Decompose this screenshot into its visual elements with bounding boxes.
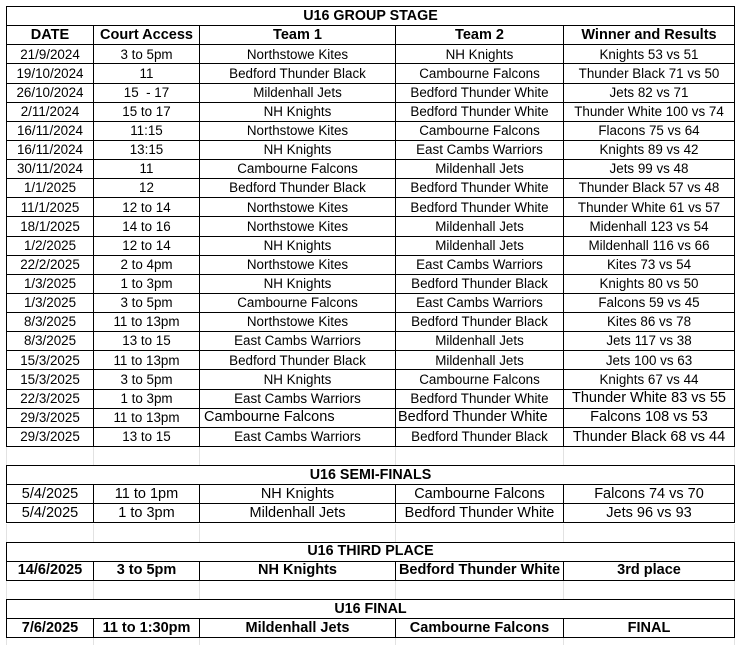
group-stage-row bbox=[7, 198, 735, 217]
semi-finals-title: U16 SEMI-FINALS bbox=[7, 466, 735, 485]
court-access-cell: 15 to 17 bbox=[94, 103, 200, 122]
final-title-row bbox=[7, 600, 735, 619]
team-2-cell: Mildenhall Jets bbox=[396, 237, 564, 256]
date-cell: 11/1/2025 bbox=[7, 198, 94, 217]
team-2-cell: Bedford Thunder Black bbox=[396, 313, 564, 332]
group-stage-row bbox=[7, 64, 735, 83]
winner-result-cell: Flacons 75 vs 64 bbox=[564, 122, 735, 141]
winner-result-cell: Jets 100 vs 63 bbox=[564, 351, 735, 370]
team-2-cell: Cambourne Falcons bbox=[396, 370, 564, 389]
date-cell: 1/1/2025 bbox=[7, 179, 94, 198]
court-access-cell: 11 to 1pm bbox=[94, 485, 200, 504]
court-access-cell: 3 to 5pm bbox=[94, 562, 200, 581]
court-access-cell: 11 to 1:30pm bbox=[94, 619, 200, 638]
group-stage-title: U16 GROUP STAGE bbox=[7, 7, 735, 26]
third-place-title-row bbox=[7, 543, 735, 562]
team-1-cell: Northstowe Kites bbox=[200, 256, 396, 275]
winner-result-cell: FINAL bbox=[564, 619, 735, 638]
winner-results-header: Winner and Results bbox=[564, 26, 735, 45]
date-cell: 15/3/2025 bbox=[7, 351, 94, 370]
group-stage-row bbox=[7, 217, 735, 236]
court-access-cell: 1 to 3pm bbox=[94, 390, 200, 409]
group-stage-row bbox=[7, 45, 735, 64]
team-1-cell: Cambourne Falcons bbox=[200, 294, 396, 313]
court-access-cell: 12 to 14 bbox=[94, 237, 200, 256]
group-stage-row bbox=[7, 332, 735, 351]
group-stage-title-row bbox=[7, 7, 735, 26]
team-1-cell: NH Knights bbox=[200, 275, 396, 294]
team-2-cell: Bedford Thunder White bbox=[396, 409, 564, 428]
team-2-cell: Cambourne Falcons bbox=[396, 122, 564, 141]
court-access-cell: 12 bbox=[94, 179, 200, 198]
group-stage-row bbox=[7, 84, 735, 103]
court-access-cell: 15 - 17 bbox=[94, 84, 200, 103]
team-1-cell: Northstowe Kites bbox=[200, 217, 396, 236]
gridline-spacer bbox=[6, 638, 735, 645]
team-2-cell: Bedford Thunder White bbox=[396, 562, 564, 581]
team-2-cell: East Cambs Warriors bbox=[396, 141, 564, 160]
winner-result-cell: Knights 80 vs 50 bbox=[564, 275, 735, 294]
group-stage-row bbox=[7, 370, 735, 389]
team-2-cell: Bedford Thunder White bbox=[396, 103, 564, 122]
winner-result-cell: Knights 89 vs 42 bbox=[564, 141, 735, 160]
date-cell: 15/3/2025 bbox=[7, 370, 94, 389]
winner-result-cell: Thunder White 100 vs 74 bbox=[564, 103, 735, 122]
winner-result-cell: Kites 86 vs 78 bbox=[564, 313, 735, 332]
date-cell: 18/1/2025 bbox=[7, 217, 94, 236]
team-1-cell: Northstowe Kites bbox=[200, 313, 396, 332]
team-2-cell: East Cambs Warriors bbox=[396, 294, 564, 313]
team-1-cell: NH Knights bbox=[200, 141, 396, 160]
semi-final-row bbox=[7, 504, 735, 523]
third-place-row bbox=[7, 562, 735, 581]
winner-result-cell: Falcons 74 vs 70 bbox=[564, 485, 735, 504]
winner-result-cell: Jets 82 vs 71 bbox=[564, 84, 735, 103]
date-cell: 1/3/2025 bbox=[7, 294, 94, 313]
winner-result-cell: Falcons 59 vs 45 bbox=[564, 294, 735, 313]
team-1-cell: Northstowe Kites bbox=[200, 45, 396, 64]
team-1-cell: Cambourne Falcons bbox=[200, 160, 396, 179]
group-stage-row bbox=[7, 141, 735, 160]
team-2-cell: East Cambs Warriors bbox=[396, 256, 564, 275]
date-cell: 8/3/2025 bbox=[7, 332, 94, 351]
date-cell: 7/6/2025 bbox=[7, 619, 94, 638]
group-stage-row bbox=[7, 103, 735, 122]
court-access-cell: 14 to 16 bbox=[94, 217, 200, 236]
winner-result-cell: Jets 99 vs 48 bbox=[564, 160, 735, 179]
winner-result-cell: Thunder White 61 vs 57 bbox=[564, 198, 735, 217]
team-1-cell: Northstowe Kites bbox=[200, 198, 396, 217]
team-1-cell: NH Knights bbox=[200, 103, 396, 122]
team-2-header: Team 2 bbox=[396, 26, 564, 45]
date-cell: 8/3/2025 bbox=[7, 313, 94, 332]
date-cell: 14/6/2025 bbox=[7, 562, 94, 581]
court-access-cell: 11 bbox=[94, 160, 200, 179]
team-2-cell: Mildenhall Jets bbox=[396, 351, 564, 370]
court-access-cell: 3 to 5pm bbox=[94, 294, 200, 313]
group-stage-row bbox=[7, 428, 735, 447]
group-stage-table bbox=[6, 6, 735, 447]
date-cell: 22/3/2025 bbox=[7, 390, 94, 409]
team-1-cell: Mildenhall Jets bbox=[200, 619, 396, 638]
date-cell: 1/3/2025 bbox=[7, 275, 94, 294]
final-title: U16 FINAL bbox=[7, 600, 735, 619]
team-2-cell: Cambourne Falcons bbox=[396, 485, 564, 504]
team-1-header: Team 1 bbox=[200, 26, 396, 45]
group-stage-row bbox=[7, 390, 735, 409]
winner-result-cell: Knights 53 vs 51 bbox=[564, 45, 735, 64]
team-2-cell: Cambourne Falcons bbox=[396, 619, 564, 638]
date-cell: 16/11/2024 bbox=[7, 141, 94, 160]
winner-result-cell: Thunder Black 71 vs 50 bbox=[564, 64, 735, 83]
date-cell: 1/2/2025 bbox=[7, 237, 94, 256]
date-cell: 22/2/2025 bbox=[7, 256, 94, 275]
winner-result-cell: Thunder Black 68 vs 44 bbox=[564, 428, 735, 447]
gridline-spacer bbox=[6, 524, 735, 542]
team-2-cell: Bedford Thunder White bbox=[396, 179, 564, 198]
date-cell: 5/4/2025 bbox=[7, 485, 94, 504]
court-access-cell: 11 to 13pm bbox=[94, 409, 200, 428]
team-2-cell: Mildenhall Jets bbox=[396, 160, 564, 179]
team-2-cell: Bedford Thunder White bbox=[396, 504, 564, 523]
group-stage-row bbox=[7, 409, 735, 428]
court-access-cell: 2 to 4pm bbox=[94, 256, 200, 275]
group-stage-header-row bbox=[7, 26, 735, 45]
group-stage-row bbox=[7, 122, 735, 141]
date-header: DATE bbox=[7, 26, 94, 45]
date-cell: 26/10/2024 bbox=[7, 84, 94, 103]
date-cell: 19/10/2024 bbox=[7, 64, 94, 83]
winner-result-cell: Thunder White 83 vs 55 bbox=[564, 390, 735, 409]
date-cell: 29/3/2025 bbox=[7, 428, 94, 447]
winner-result-cell: Midenhall 123 vs 54 bbox=[564, 217, 735, 236]
group-stage-row bbox=[7, 294, 735, 313]
court-access-cell: 11 bbox=[94, 64, 200, 83]
third-place-table bbox=[6, 542, 735, 581]
group-stage-row bbox=[7, 351, 735, 370]
winner-result-cell: Jets 117 vs 38 bbox=[564, 332, 735, 351]
group-stage-row bbox=[7, 179, 735, 198]
court-access-cell: 11:15 bbox=[94, 122, 200, 141]
team-1-cell: Bedford Thunder Black bbox=[200, 351, 396, 370]
team-2-cell: Bedford Thunder Black bbox=[396, 428, 564, 447]
semi-finals-title-row bbox=[7, 466, 735, 485]
court-access-header: Court Access bbox=[94, 26, 200, 45]
court-access-cell: 11 to 13pm bbox=[94, 351, 200, 370]
winner-result-cell: Mildenhall 116 vs 66 bbox=[564, 237, 735, 256]
winner-result-cell: 3rd place bbox=[564, 562, 735, 581]
team-1-cell: Mildenhall Jets bbox=[200, 84, 396, 103]
team-2-cell: NH Knights bbox=[396, 45, 564, 64]
team-1-cell: Mildenhall Jets bbox=[200, 504, 396, 523]
date-cell: 30/11/2024 bbox=[7, 160, 94, 179]
group-stage-row bbox=[7, 237, 735, 256]
semi-final-row bbox=[7, 485, 735, 504]
date-cell: 5/4/2025 bbox=[7, 504, 94, 523]
court-access-cell: 13 to 15 bbox=[94, 428, 200, 447]
group-stage-row bbox=[7, 275, 735, 294]
court-access-cell: 13 to 15 bbox=[94, 332, 200, 351]
team-2-cell: Bedford Thunder Black bbox=[396, 275, 564, 294]
date-cell: 2/11/2024 bbox=[7, 103, 94, 122]
group-stage-row bbox=[7, 313, 735, 332]
final-table bbox=[6, 599, 735, 638]
team-2-cell: Bedford Thunder White bbox=[396, 84, 564, 103]
date-cell: 29/3/2025 bbox=[7, 409, 94, 428]
court-access-cell: 1 to 3pm bbox=[94, 275, 200, 294]
team-2-cell: Mildenhall Jets bbox=[396, 332, 564, 351]
winner-result-cell: Kites 73 vs 54 bbox=[564, 256, 735, 275]
winner-result-cell: Thunder Black 57 vs 48 bbox=[564, 179, 735, 198]
court-access-cell: 3 to 5pm bbox=[94, 370, 200, 389]
team-1-cell: NH Knights bbox=[200, 485, 396, 504]
date-cell: 21/9/2024 bbox=[7, 45, 94, 64]
winner-result-cell: Falcons 108 vs 53 bbox=[564, 409, 735, 428]
final-row bbox=[7, 619, 735, 638]
court-access-cell: 11 to 13pm bbox=[94, 313, 200, 332]
winner-result-cell: Knights 67 vs 44 bbox=[564, 370, 735, 389]
team-1-cell: NH Knights bbox=[200, 237, 396, 256]
court-access-cell: 1 to 3pm bbox=[94, 504, 200, 523]
court-access-cell: 13:15 bbox=[94, 141, 200, 160]
winner-result-cell: Jets 96 vs 93 bbox=[564, 504, 735, 523]
team-1-cell: NH Knights bbox=[200, 562, 396, 581]
team-1-cell: Northstowe Kites bbox=[200, 122, 396, 141]
team-1-cell: East Cambs Warriors bbox=[200, 428, 396, 447]
gridline-spacer bbox=[6, 581, 735, 599]
team-2-cell: Bedford Thunder White bbox=[396, 198, 564, 217]
group-stage-row bbox=[7, 160, 735, 179]
court-access-cell: 12 to 14 bbox=[94, 198, 200, 217]
team-1-cell: Bedford Thunder Black bbox=[200, 179, 396, 198]
team-1-cell: East Cambs Warriors bbox=[200, 332, 396, 351]
team-2-cell: Cambourne Falcons bbox=[396, 64, 564, 83]
gridline-spacer bbox=[6, 447, 735, 465]
group-stage-row bbox=[7, 256, 735, 275]
team-2-cell: Bedford Thunder White bbox=[396, 390, 564, 409]
semi-finals-table bbox=[6, 465, 735, 523]
court-access-cell: 3 to 5pm bbox=[94, 45, 200, 64]
third-place-title: U16 THIRD PLACE bbox=[7, 543, 735, 562]
team-1-cell: Cambourne Falcons bbox=[200, 409, 396, 428]
team-2-cell: Mildenhall Jets bbox=[396, 217, 564, 236]
team-1-cell: NH Knights bbox=[200, 370, 396, 389]
team-1-cell: East Cambs Warriors bbox=[200, 390, 396, 409]
team-1-cell: Bedford Thunder Black bbox=[200, 64, 396, 83]
date-cell: 16/11/2024 bbox=[7, 122, 94, 141]
